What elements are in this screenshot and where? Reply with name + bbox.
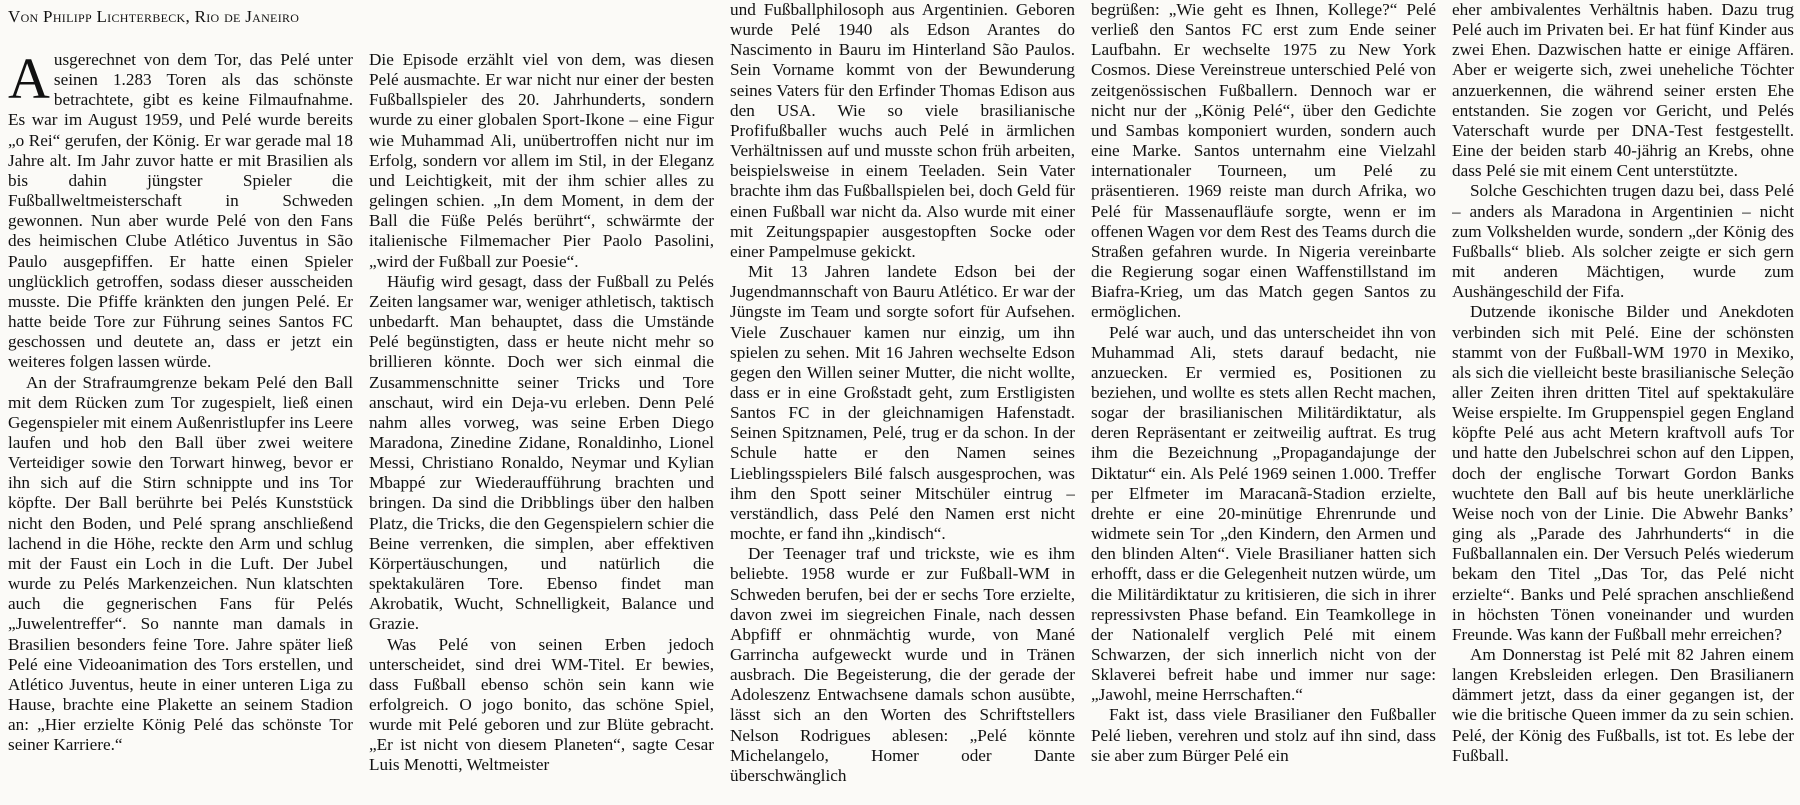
column-1 — [8, 0, 353, 805]
column-3 — [730, 0, 1075, 805]
paragraph: Solche Geschichten trugen dazu bei, dass Pelé – anders als Maradona in Argentinien – nicht zum Volkshelden wurde, sondern „der König des Fußballs“ blieb. Als solcher zeigte er sich gern mit anderen Mächtigen, wurde zum Aushängeschild der Fifa. — [1452, 181, 1794, 302]
paragraph-text: usgerechnet von dem Tor, das Pelé unter seinen 1.283 Toren als das schönste betrachtete, gibt es keine Filmaufnahme. Es war im August 1959, und Pelé wurde bereits „o Rei“ gerufen, der König. Er war gerade mal 18 Jahre alt. Im Jahr zuvor hatte er mit Brasilien als bis dahin jüngster Spieler die Fußballweltmeisterschaft in Schweden gewonnen. Nun aber wurde Pelé von den Fans des heimischen Clube Atlético Juventus in São Paulo ausgepfiffen. Er hatte einen Spieler unglücklich getroffen, sodass dieser ausscheiden musste. Die Pfiffe kränkten den jungen Pelé. Er hatte beide Tore zur Führung seines Santos FC geschossen und deutete an, dass er jetzt ein weiteres folgen lassen würde. — [8, 50, 353, 372]
paragraph: Häufig wird gesagt, dass der Fußball zu Pelés Zeiten langsamer war, weniger athletisch, taktisch unbedarft. Man behauptet, dass die Umstände Pelé begünstigten, dass er heute nicht mehr so brillieren könnte. Doch wer sich einmal die Zusammenschnitte seiner Tricks und Tore anschaut, wird ein Deja-vu erleben. Denn Pelé nahm alles vorweg, was seine Erben Diego Maradona, Zinedine Zidane, Ronaldinho, Lionel Messi, Christiano Ronaldo, Neymar und Kylian Mbappé zur Wiederaufführung brachten und bringen. Da sind die Dribblings über den halben Platz, die Tricks, die den Gegenspielern schier die Beine verrenken, die simplen, aber effektiven Körpertäuschungen, und natürlich die spektakulären Tore. Ebenso findet man Akrobatik, Wucht, Schnelligkeit, Balance und Grazie. — [369, 271, 714, 634]
column-2 — [369, 0, 714, 805]
paragraph: Dutzende ikonische Bilder und Anekdoten verbinden sich mit Pelé. Eine der schönsten stammt von der Fußball-WM 1970 in Mexiko, als sich die vielleicht beste brasilianische Seleção aller Zeiten ihren dritten Titel auf spektakuläre Weise erspielte. Im Gruppenspiel gegen England köpfte Pelé aus acht Metern kraftvoll aufs Tor und hatte den Jubelschrei schon auf den Lippen, doch der englische Torwart Gordon Banks wuchtete den Ball auf bis heute unerklärliche Weise noch von der Linie. Die Abwehr Banks’ ging als „Parade des Jahrhunderts“ in die Fußballannalen ein. Der Versuch Pelés wiederum bekam den Titel „Das Tor, das Pelé nicht erzielte“. Banks und Pelé sprachen anschließend in höchsten Tönen voneinander und wurden Freunde. Was kann der Fußball mehr erreichen? — [1452, 302, 1794, 644]
paragraph: An der Strafraumgrenze bekam Pelé den Ball mit dem Rücken zum Tor zugespielt, ließ einen Gegenspieler mit einem Außenristlupfer ins Leere laufen und hob den Ball über zwei weitere Verteidiger sowie den Torwart hinweg, bevor er ihn sich auf die Stirn schnippte und ins Tor köpfte. Der Ball berührte bei Pelés Kunststück nicht den Boden, und Pelé sprang anschließend lachend in die Höhe, reckte den Arm und schlug mit der Faust ein Loch in die Luft. Der Jubel wurde zu Pelés Markenzeichen. Nun klatschten auch die gegnerischen Fans für Pelés „Juwelentreffer“. So nannte man damals in Brasilien besonders feine Tore. Jahre später ließ Pelé eine Videoanimation des Tors erstellen, und Atlético Juventus, heute in einer unteren Liga zu Hause, brachte eine Plakette an seinem Stadion an: „Hier erzielte König Pelé das schönste Tor seiner Karriere.“ — [8, 372, 353, 755]
paragraph: Pelé war auch, und das unterscheidet ihn von Muhammad Ali, stets darauf bedacht, nie anzuecken. Er vermied es, Positionen zu beziehen, und wollte es stets allen Recht machen, sogar der brasilianischen Militärdiktatur, als deren Repräsentant er zeitweilig auftrat. Es trug ihm die Bezeichnung „Propagandajunge der Diktatur“ ein. Als Pelé 1969 seinen 1.000. Treffer per Elfmeter im Maracanã-Stadion erzielte, drehte er eine 20-minütige Ehrenrunde und widmete sein Tor „den Kindern, den Armen und den blinden Alten“. Viele Brasilianer hatten sich erhofft, dass er die Gelegenheit nutzen würde, um die Militärdiktatur zu kritisieren, die sich in ihrer repressivsten Phase befand. Ein Teamkollege in der Nationalelf verglich Pelé mit einem Schwarzen, der sich innerlich nicht von der Sklaverei befreit habe und immer nur sage: „Jawohl, meine Herrschaften.“ — [1091, 322, 1436, 705]
paragraph — [8, 46, 353, 373]
paragraph: Was Pelé von seinen Erben jedoch unterscheidet, sind drei WM-Titel. Er bewies, dass Fußball ebenso schön sein kann wie erfolgreich. O jogo bonito, das schöne Spiel, wurde mit Pelé geboren und zur Blüte gebracht. „Er ist nicht von diesem Planeten“, sagte Cesar Luis Menotti, Weltmeister — [369, 634, 714, 775]
column-5 — [1452, 0, 1794, 805]
paragraph: Die Episode erzählt viel von dem, was diesen Pelé ausmachte. Er war nicht nur einer der besten Fußballspieler des 20. Jahrhunderts, sondern wurde zu einer globalen Sport-Ikone – eine Figur wie Muhammad Ali, unübertroffen nicht nur im Erfolg, sondern vor allem im Stil, in der Eleganz und Leichtigkeit, mit der ihm schier alles zu gelingen schien. „In dem Moment, in dem der Ball die Füße Pelés berührt“, schwärmte der italienische Filmemacher Pier Paolo Pasolini, „wird der Fußball zur Poesie“. — [369, 50, 714, 271]
paragraph: begrüßen: „Wie geht es Ihnen, Kollege?“ Pelé verließ den Santos FC erst zum Ende seiner Laufbahn. Er wechselte 1975 zu New York Cosmos. Diese Vereinstreue unterschied Pelé von zeitgenössischen Fußballern. Dennoch war er nicht nur der „König Pelé“, über den Gedichte und Sambas komponiert wurden, sondern auch eine Marke. Santos unternahm eine Vielzahl internationaler Tourneen, um Pelé zu präsentieren. 1969 reiste man durch Afrika, wo Pelé für Massenaufläufe sorgte, wenn er im offenen Wagen vor dem Rest des Teams durch die Straßen gefahren wurde. In Nigeria vereinbarte die Regierung sogar einen Waffenstillstand im Biafra-Krieg, um das Match gegen Santos zu ermöglichen. — [1091, 0, 1436, 322]
paragraph: Fakt ist, dass viele Brasilianer den Fußballer Pelé lieben, verehren und stolz auf ihn sind, dass sie aber zum Bürger Pelé ein — [1091, 705, 1436, 765]
paragraph: und Fußballphilosoph aus Argentinien. Geboren wurde Pelé 1940 als Edson Arantes do Nascimento in Bauru im Hinterland São Paulos. Sein Vorname kommt von der Bewunderung seines Vaters für den Erfinder Thomas Edison aus den USA. Wie so viele brasilianische Profifußballer wuchs auch Pelé in ärmlichen Verhältnissen auf und musste schon früh arbeiten, beispielsweise in einem Teeladen. Sein Vater brachte ihm das Fußballspielen bei, doch Geld für einen Fußball war nicht da. Also wurde mit einer mit Zeitungspapier ausgestopften Socke oder einer Pampelmuse gekickt. — [730, 0, 1075, 261]
drop-cap: A — [8, 46, 50, 111]
paragraph: Am Donnerstag ist Pelé mit 82 Jahren einem langen Krebsleiden erlegen. Den Brasilianern dämmert jetzt, dass da einer gegangen ist, der wie die britische Queen immer da zu sein schien. Pelé, der König des Fußballs, ist tot. Es lebe der Fußball. — [1452, 645, 1794, 765]
column-4 — [1091, 0, 1436, 805]
paragraph: Der Teenager traf und trickste, wie es ihm beliebte. 1958 wurde er zur Fußball-WM in Schweden berufen, bei der er sechs Tore erzielte, davon zwei im siegreichen Finale, nach dessen Abpfiff er ohnmächtig wurde, von Mané Garrincha aufgeweckt wurde und in Tränen ausbrach. Die Begeisterung, die der gerade der Adoleszenz Entwachsene damals schon ausübte, lässt sich an den Worten des Schriftstellers Nelson Rodrigues ablesen: „Pelé könnte Michelangelo, Homer oder Dante überschwänglich — [730, 544, 1075, 785]
paragraph: eher ambivalentes Verhältnis haben. Dazu trug Pelé auch im Privaten bei. Er hat fünf Kinder aus zwei Ehen. Dazwischen hatte er einige Affären. Aber er weigerte sich, zwei uneheliche Töchter anzuerkennen, die während seiner ersten Ehe entstanden. Sie zogen vor Gericht, und Pelés Vaterschaft wurde per DNA-Test festgestellt. Eine der beiden starb 40-jährig an Krebs, ohne dass Pelé sie mit einem Cent unterstützte. — [1452, 0, 1794, 181]
byline: Von Philipp Lichterbeck, Rio de Janeiro — [8, 7, 300, 26]
paragraph: Mit 13 Jahren landete Edson bei der Jugendmannschaft von Bauru Atlético. Er war der Jüngste im Team und sorgte sofort für Aufsehen. Viele Zuschauer kamen nur einzig, um ihn spielen zu sehen. Mit 16 Jahren wechselte Edson gegen den Willen seiner Mutter, die nicht wollte, dass er in eine Großstadt geht, zum Erstligisten Santos FC in der gleichnamigen Hafenstadt. Seinen Spitznamen, Pelé, trug er da schon. In der Schule hatte er den Namen seines Lieblingsspielers Bilé falsch ausgesprochen, was ihm den Spott seiner Mitschüler eintrug –verständlich, dass Pelé den Namen erst nicht mochte, er fand ihn „kindisch“. — [730, 262, 1075, 544]
